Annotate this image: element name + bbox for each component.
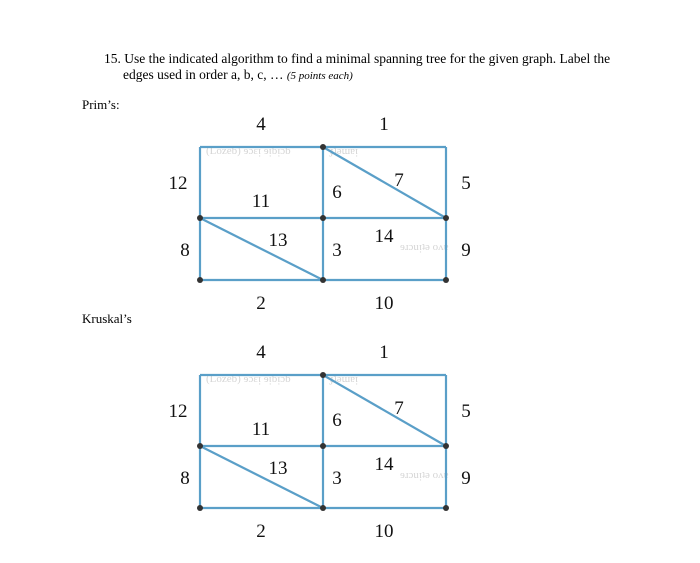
weight-left-upper: 12 [168,401,188,422]
weight-middle-vertical-lower: 3 [332,240,342,261]
edge-diagonal-left [200,218,323,280]
weight-middle-left: 11 [251,191,271,212]
vertex [443,215,449,221]
ghost-text: (Lozeb) ɘɔɛᴉ ɘᴉbᴉɔb [206,145,291,157]
question-text [104,51,664,84]
question-line-1: 15. Use the indicated algorithm to find a minimal spanning tree for the given graph. Label the [104,51,611,66]
vertex [443,443,449,449]
ghost-text: ɘɹɔuᴉʇǝ oʌɐ [400,241,449,253]
weight-right-upper: 5 [461,173,471,194]
vertex [197,277,203,283]
weight-right-upper: 5 [461,401,471,422]
weight-top-right: 1 [379,114,389,135]
edge-diagonal-left [200,446,323,508]
graph-svg [150,110,490,335]
weight-diagonal-right: 7 [394,398,404,419]
vertex [320,277,326,283]
points-note: (5 points each) [286,70,353,82]
weight-top-left: 4 [256,114,266,135]
vertex [320,372,326,378]
weight-middle-right: 14 [374,226,394,247]
weight-middle-vertical-upper: 6 [332,182,342,203]
prims-graph [150,110,490,335]
graph-svg [150,338,490,563]
weight-top-right: 1 [379,342,389,363]
weight-bottom-right: 10 [374,293,394,314]
vertex [320,443,326,449]
vertex [443,277,449,283]
ghost-text: (Lozeb) ɘɔɛᴉ ɘᴉbᴉɔb [206,373,291,385]
vertex [197,505,203,511]
weight-left-lower: 8 [180,468,190,489]
ghost-text: ɘɹɔuᴉʇǝ oʌɐ [400,469,449,481]
weight-right-lower: 9 [461,468,471,489]
question-line-2: edges used in order a, b, c, … (5 points each) [123,67,353,82]
kruskals-graph [150,338,490,563]
weight-right-lower: 9 [461,240,471,261]
weight-middle-right: 14 [374,454,394,475]
vertex [320,505,326,511]
weight-bottom-left: 2 [256,521,266,542]
ghost-text: ɟʇǝɯɐᴉ [330,373,359,385]
vertex [320,144,326,150]
weight-top-left: 4 [256,342,266,363]
kruskals-label: Kruskal’s [82,311,132,326]
weight-bottom-left: 2 [256,293,266,314]
weight-middle-left: 11 [251,419,271,440]
weight-bottom-right: 10 [374,521,394,542]
ghost-text: ɟʇǝɯɐᴉ [330,145,359,157]
weight-diagonal-left: 13 [268,230,288,251]
weight-middle-vertical-upper: 6 [332,410,342,431]
vertex [443,505,449,511]
weight-diagonal-left: 13 [268,458,288,479]
prims-label: Prim’s: [82,97,120,112]
weight-left-upper: 12 [168,173,188,194]
weight-diagonal-right: 7 [394,170,404,191]
vertex [320,215,326,221]
vertex [197,215,203,221]
weight-middle-vertical-lower: 3 [332,468,342,489]
weight-left-lower: 8 [180,240,190,261]
vertex [197,443,203,449]
